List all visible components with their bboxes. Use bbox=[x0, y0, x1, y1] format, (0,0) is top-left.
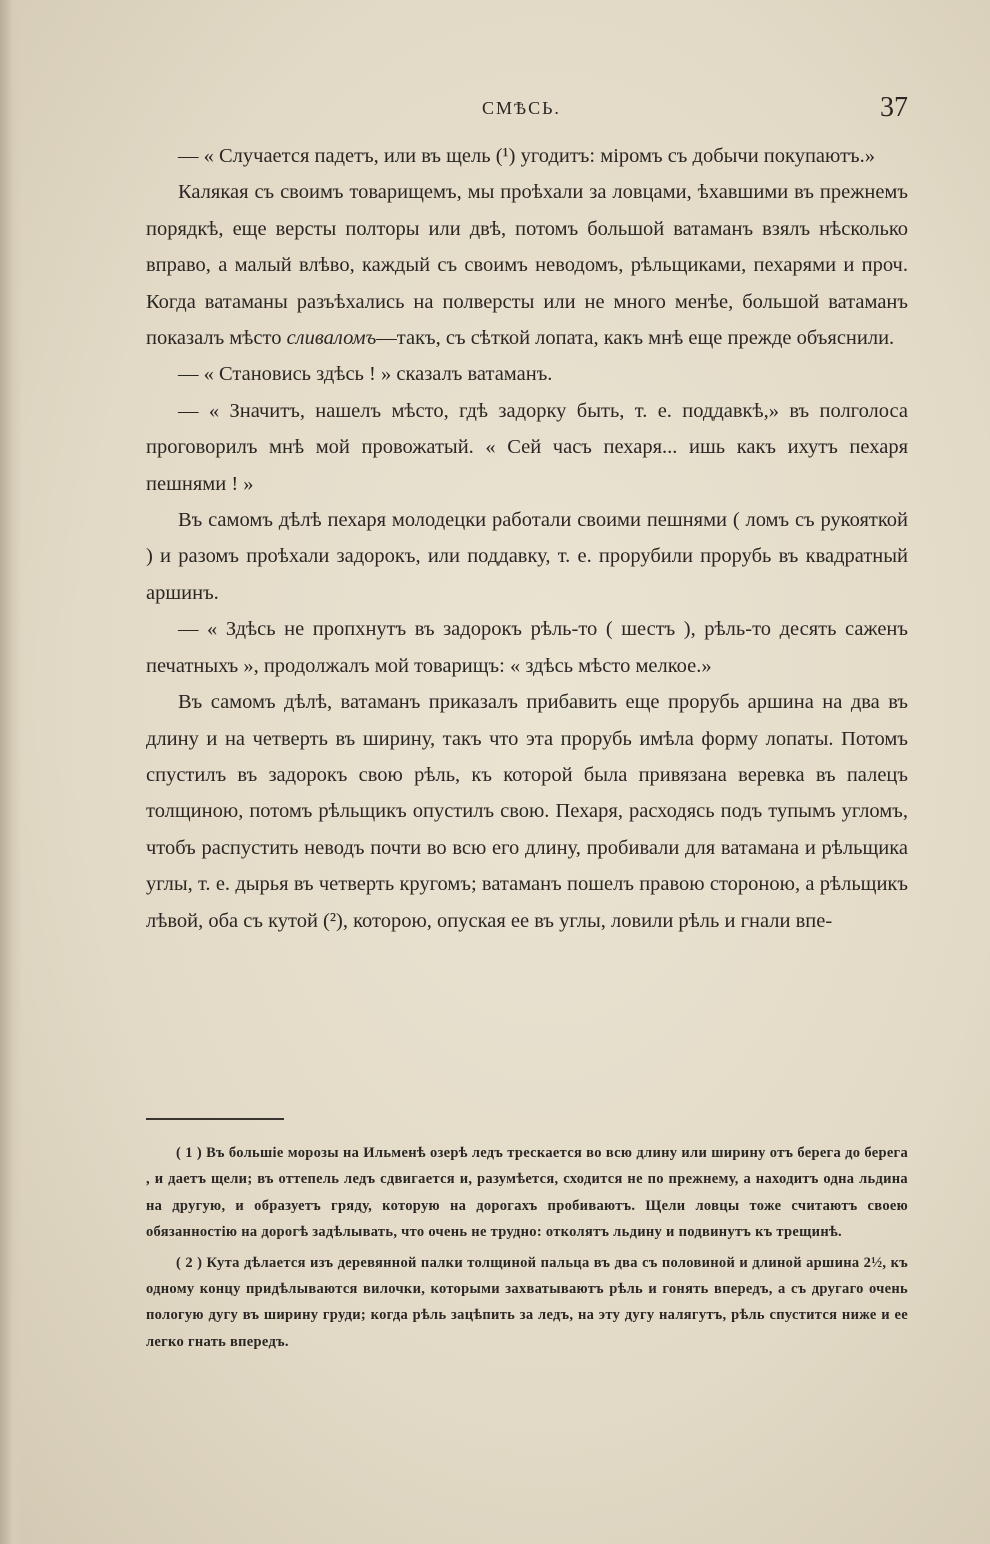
text-segment: —такъ, съ сѣткой лопата, какъ мнѣ еще прежде объяснили. bbox=[376, 327, 895, 350]
paragraph bbox=[146, 684, 908, 939]
text-segment: Въ самомъ дѣлѣ пехаря молодецки работали своими пешнями ( ломъ съ рукояткой ) и разомъ проѣхали задорокъ, или поддавку, т. е. прорубили прорубь въ квадратный аршинъ. bbox=[146, 509, 908, 604]
paragraph bbox=[146, 138, 908, 174]
page-binding-edge bbox=[0, 0, 22, 1544]
text-segment: — « Значитъ, нашелъ мѣсто, гдѣ задорку быть, т. е. поддавкѣ,» въ полголоса проговорилъ мнѣ мой провожатый. « Сей часъ пехаря... ишь какъ ихутъ пехаря пешнями ! » bbox=[146, 399, 908, 495]
italic-term: сливаломъ bbox=[286, 327, 377, 350]
footnotes bbox=[146, 1140, 908, 1355]
text-segment: — « Здѣсь не пропхнутъ въ задорокъ рѣль-то ( шестъ ), рѣль-то десять саженъ печатныхъ », продолжалъ мой товарищъ: « здѣсь мѣсто мелкое.» bbox=[146, 618, 908, 677]
paragraph bbox=[146, 502, 908, 611]
page-number: 37 bbox=[880, 92, 908, 123]
text-segment: Въ самомъ дѣлѣ, ватаманъ приказалъ прибавить еще прорубь аршина на два въ длину и на четверть въ ширину, такъ что эта прорубь имѣла форму лопаты. Потомъ спустилъ въ задорокъ свою рѣль, къ которой была привязана веревка въ палецъ толщиною, потомъ рѣльщикъ опустилъ свою. Пехаря, расходясь подъ тупымъ угломъ, чтобъ распустить неводъ почти во всю его длину, пробивали для ватамана и рѣльщика углы, т. е. дырья въ четверть кругомъ; ватаманъ пошелъ правою стороною, а рѣльщикъ лѣвой, оба съ кутой (²), которою, опуская ее въ углы, ловили рѣль и гнали впе- bbox=[146, 691, 908, 932]
main-text bbox=[146, 138, 908, 939]
paragraph bbox=[146, 356, 908, 392]
paragraph bbox=[146, 611, 908, 684]
running-title: СМѢСЬ. bbox=[482, 98, 561, 118]
footnote-separator bbox=[146, 1118, 284, 1120]
text-segment: — « Случается падетъ, или въ щель (¹) угодитъ: міромъ съ добычи покупаютъ.» bbox=[178, 145, 875, 167]
paragraph bbox=[146, 393, 908, 502]
footnote-1: ( 1 ) Въ большіе морозы на Ильменѣ озерѣ ледъ трескается во всю длину или ширину отъ берега до берега , и даетъ щели; въ оттепель ледъ сдвигается и, разумѣется, сходится не по прежнему, а находитъ одна льдина на другую, и образуетъ гряду, которую на дорогахъ пробиваютъ. Щели ловцы тоже считаютъ своею обязанностію на дорогѣ задѣлывать, что очень не трудно: отколятъ льдину и подвинутъ къ трещинѣ. bbox=[146, 1145, 908, 1241]
text-segment: Калякая съ своимъ товарищемъ, мы проѣхали за ловцами, ѣхавшими въ прежнемъ порядкѣ, еще версты полторы или двѣ, потомъ большой ватаманъ взялъ нѣсколько вправо, а малый влѣво, каждый съ своимъ неводомъ, рѣльщиками, пехарями и проч. Когда ватаманы разъѣхались на полверсты или не много менѣе, большой ватаманъ показалъ мѣсто bbox=[146, 181, 908, 350]
paragraph bbox=[146, 174, 908, 356]
text-segment: — « Становись здѣсь ! » сказалъ ватаманъ. bbox=[178, 363, 553, 386]
page-header bbox=[146, 92, 908, 132]
footnote-2: ( 2 ) Кута дѣлается изъ деревянной палки толщиной пальца въ два съ половиной и длиной аршина 2½, къ одному концу придѣлываются вилочки, которыми захватываютъ рѣль и гонять впередъ, а съ другаго очень пологую дугу въ ширину груди; когда рѣль зацѣпить за ледъ, на эту дугу налягутъ, рѣль спустится ниже и ее легко гнать впередъ. bbox=[146, 1254, 908, 1350]
